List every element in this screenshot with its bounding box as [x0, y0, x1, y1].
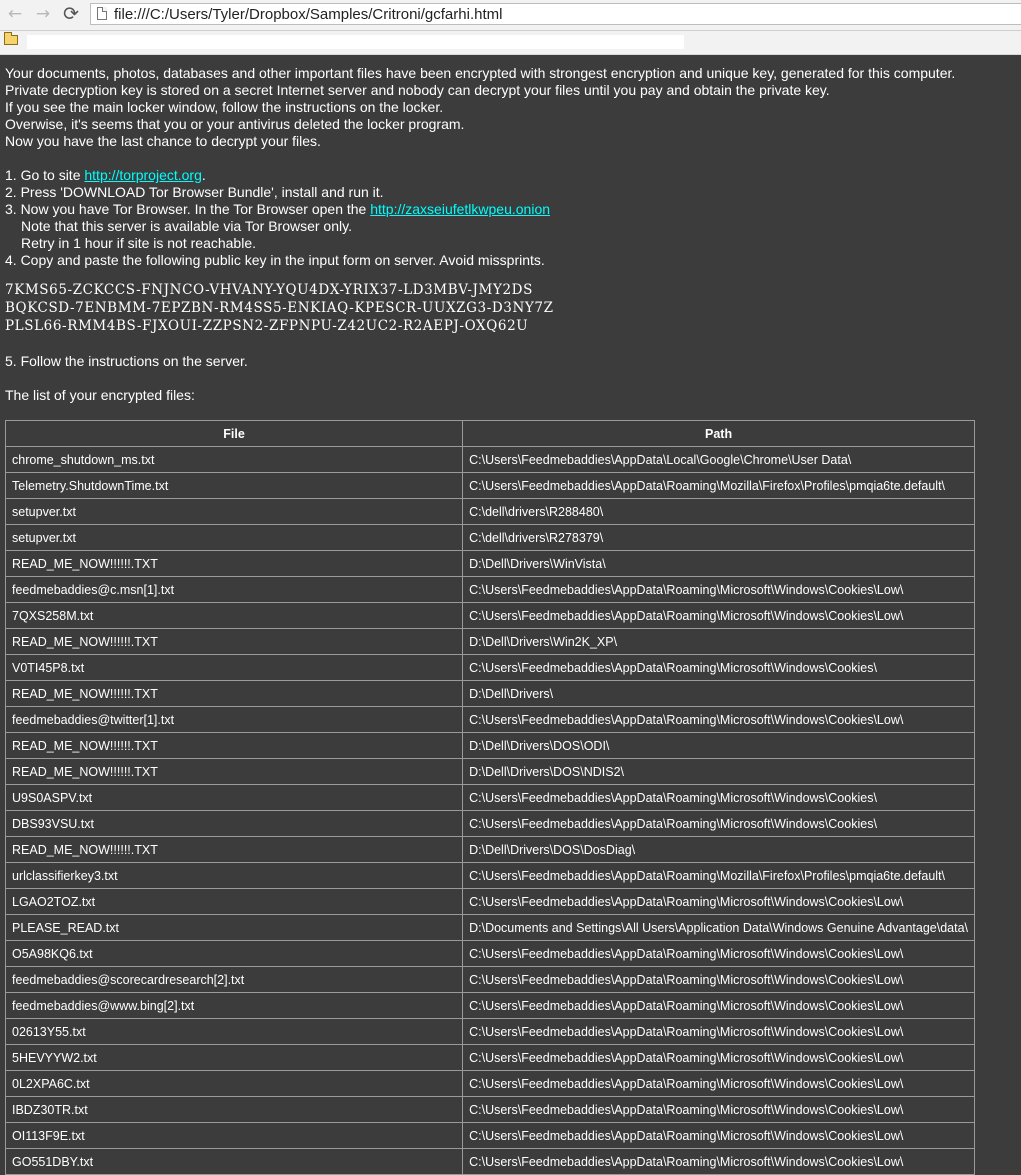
- address-bar[interactable]: [90, 3, 1021, 25]
- file-name-cell: urlclassifierkey3.txt: [6, 863, 463, 889]
- table-row: [6, 941, 975, 967]
- column-header-path: Path: [463, 421, 975, 447]
- file-path-cell: C:\Users\Feedmebaddies\AppData\Roaming\Microsoft\Windows\Cookies\Low\: [463, 1097, 975, 1123]
- onion-link[interactable]: http://zaxseiufetlkwpeu.onion: [370, 201, 551, 217]
- file-path-cell: C:\Users\Feedmebaddies\AppData\Roaming\Microsoft\Windows\Cookies\Low\: [463, 941, 975, 967]
- file-name-cell: 02613Y55.txt: [6, 1019, 463, 1045]
- file-name-cell: feedmebaddies@twitter[1].txt: [6, 707, 463, 733]
- file-path-cell: D:\Documents and Settings\All Users\Application Data\Windows Genuine Advantage\data\: [463, 915, 975, 941]
- file-path-cell: C:\Users\Feedmebaddies\AppData\Roaming\Microsoft\Windows\Cookies\Low\: [463, 889, 975, 915]
- step-4: 4. Copy and paste the following public key in the input form on server. Avoid missprints.: [5, 252, 545, 268]
- bookmarks-bar: [0, 31, 1021, 55]
- file-path-cell: D:\Dell\Drivers\DOS\NDIS2\: [463, 759, 975, 785]
- file-name-cell: setupver.txt: [6, 525, 463, 551]
- key-line: PLSL66-RMM4BS-FJXOUI-ZZPSN2-ZFPNPU-Z42UC2-R2AEPJ-OXQ62U: [5, 318, 529, 334]
- file-path-cell: C:\Users\Feedmebaddies\AppData\Roaming\Microsoft\Windows\Cookies\Low\: [463, 603, 975, 629]
- table-row: [6, 473, 975, 499]
- table-row: [6, 863, 975, 889]
- step-1: 1. Go to site http://torproject.org.: [5, 167, 206, 183]
- step-3-note: Retry in 1 hour if site is not reachable.: [21, 235, 257, 251]
- intro-line: Overwise, it's seems that you or your antivirus deleted the locker program.: [5, 116, 465, 132]
- url-text[interactable]: file:///C:/Users/Tyler/Dropbox/Samples/Critroni/gcfarhi.html: [114, 6, 503, 23]
- file-name-cell: chrome_shutdown_ms.txt: [6, 447, 463, 473]
- table-row: [6, 967, 975, 993]
- file-name-cell: IBDZ30TR.txt: [6, 1097, 463, 1123]
- key-line: BQKCSD-7ENBMM-7EPZBN-RM4SS5-ENKIAQ-KPESCR-UUXZG3-D3NY7Z: [5, 300, 554, 316]
- ransom-message: [5, 65, 1015, 404]
- table-row: [6, 577, 975, 603]
- file-name-cell: LGAO2TOZ.txt: [6, 889, 463, 915]
- forward-arrow-icon[interactable]: →: [35, 4, 51, 24]
- column-header-file: File: [6, 421, 463, 447]
- table-row: [6, 707, 975, 733]
- file-path-cell: C:\dell\drivers\R288480\: [463, 499, 975, 525]
- file-path-cell: C:\Users\Feedmebaddies\AppData\Roaming\Microsoft\Windows\Cookies\Low\: [463, 1045, 975, 1071]
- reload-icon[interactable]: ⟳: [63, 3, 79, 25]
- table-row: [6, 785, 975, 811]
- file-path-cell: D:\Dell\Drivers\Win2K_XP\: [463, 629, 975, 655]
- step-2: 2. Press 'DOWNLOAD Tor Browser Bundle', install and run it.: [5, 184, 384, 200]
- table-row: [6, 499, 975, 525]
- public-key[interactable]: [5, 281, 1015, 335]
- file-path-cell: C:\Users\Feedmebaddies\AppData\Roaming\Microsoft\Windows\Cookies\Low\: [463, 967, 975, 993]
- file-path-cell: C:\Users\Feedmebaddies\AppData\Roaming\Microsoft\Windows\Cookies\Low\: [463, 1149, 975, 1175]
- file-path-cell: C:\Users\Feedmebaddies\AppData\Roaming\Microsoft\Windows\Cookies\: [463, 655, 975, 681]
- table-row: [6, 759, 975, 785]
- table-row: [6, 629, 975, 655]
- file-name-cell: V0TI45P8.txt: [6, 655, 463, 681]
- file-name-cell: OI113F9E.txt: [6, 1123, 463, 1149]
- table-row: [6, 525, 975, 551]
- table-row: [6, 837, 975, 863]
- file-name-cell: GO551DBY.txt: [6, 1149, 463, 1175]
- intro-line: If you see the main locker window, follow the instructions on the locker.: [5, 99, 444, 115]
- table-row: [6, 1045, 975, 1071]
- file-path-cell: D:\Dell\Drivers\DOS\DosDiag\: [463, 837, 975, 863]
- file-name-cell: feedmebaddies@scorecardresearch[2].txt: [6, 967, 463, 993]
- file-name-cell: READ_ME_NOW!!!!!!.TXT: [6, 759, 463, 785]
- table-row: [6, 1071, 975, 1097]
- file-path-cell: C:\Users\Feedmebaddies\AppData\Roaming\Microsoft\Windows\Cookies\: [463, 785, 975, 811]
- file-path-cell: C:\Users\Feedmebaddies\AppData\Roaming\Microsoft\Windows\Cookies\Low\: [463, 1019, 975, 1045]
- table-row: [6, 1149, 975, 1175]
- file-name-cell: READ_ME_NOW!!!!!!.TXT: [6, 733, 463, 759]
- step-5: 5. Follow the instructions on the server.: [5, 353, 248, 369]
- table-header-row: [6, 421, 975, 447]
- file-path-cell: C:\Users\Feedmebaddies\AppData\Roaming\Microsoft\Windows\Cookies\Low\: [463, 993, 975, 1019]
- table-row: [6, 603, 975, 629]
- browser-toolbar: [0, 0, 1021, 31]
- encrypted-files-table: [5, 420, 975, 1175]
- file-path-cell: C:\Users\Feedmebaddies\AppData\Roaming\Microsoft\Windows\Cookies\Low\: [463, 1123, 975, 1149]
- torproject-link[interactable]: http://torproject.org: [84, 167, 202, 183]
- file-name-cell: O5A98KQ6.txt: [6, 941, 463, 967]
- table-row: [6, 1097, 975, 1123]
- page-icon: [97, 7, 107, 20]
- file-path-cell: C:\Users\Feedmebaddies\AppData\Roaming\Mozilla\Firefox\Profiles\pmqia6te.default\: [463, 473, 975, 499]
- file-path-cell: C:\dell\drivers\R278379\: [463, 525, 975, 551]
- file-name-cell: setupver.txt: [6, 499, 463, 525]
- file-name-cell: READ_ME_NOW!!!!!!.TXT: [6, 681, 463, 707]
- file-name-cell: PLEASE_READ.txt: [6, 915, 463, 941]
- intro-line: Now you have the last chance to decrypt your files.: [5, 133, 321, 149]
- file-name-cell: feedmebaddies@c.msn[1].txt: [6, 577, 463, 603]
- table-row: [6, 447, 975, 473]
- file-path-cell: D:\Dell\Drivers\WinVista\: [463, 551, 975, 577]
- file-name-cell: feedmebaddies@www.bing[2].txt: [6, 993, 463, 1019]
- file-path-cell: C:\Users\Feedmebaddies\AppData\Local\Google\Chrome\User Data\: [463, 447, 975, 473]
- file-name-cell: U9S0ASPV.txt: [6, 785, 463, 811]
- folder-icon[interactable]: [4, 35, 18, 45]
- file-name-cell: Telemetry.ShutdownTime.txt: [6, 473, 463, 499]
- file-name-cell: READ_ME_NOW!!!!!!.TXT: [6, 629, 463, 655]
- step-3: 3. Now you have Tor Browser. In the Tor Browser open the http://zaxseiufetlkwpeu.onion: [5, 201, 551, 217]
- file-name-cell: 5HEVYYW2.txt: [6, 1045, 463, 1071]
- intro-line: Private decryption key is stored on a secret Internet server and nobody can decrypt your files until you pay and obtain the private key.: [5, 82, 830, 98]
- file-path-cell: C:\Users\Feedmebaddies\AppData\Roaming\Microsoft\Windows\Cookies\: [463, 811, 975, 837]
- file-path-cell: C:\Users\Feedmebaddies\AppData\Roaming\Microsoft\Windows\Cookies\Low\: [463, 707, 975, 733]
- intro-line: Your documents, photos, databases and other important files have been encrypted with strongest encryption and unique key, generated for this computer.: [5, 65, 956, 81]
- file-name-cell: 7QXS258M.txt: [6, 603, 463, 629]
- file-path-cell: D:\Dell\Drivers\DOS\ODI\: [463, 733, 975, 759]
- key-line: 7KMS65-ZCKCCS-FNJNCO-VHVANY-YQU4DX-YRIX37-LD3MBV-JMY2DS: [5, 282, 533, 298]
- file-path-cell: C:\Users\Feedmebaddies\AppData\Roaming\Microsoft\Windows\Cookies\Low\: [463, 577, 975, 603]
- table-row: [6, 551, 975, 577]
- table-row: [6, 733, 975, 759]
- back-arrow-icon[interactable]: ←: [7, 4, 23, 24]
- table-row: [6, 1019, 975, 1045]
- file-path-cell: C:\Users\Feedmebaddies\AppData\Roaming\Microsoft\Windows\Cookies\Low\: [463, 1071, 975, 1097]
- step-3-note: Note that this server is available via Tor Browser only.: [21, 218, 352, 234]
- table-row: [6, 915, 975, 941]
- table-row: [6, 681, 975, 707]
- table-row: [6, 811, 975, 837]
- file-list-heading: The list of your encrypted files:: [5, 387, 195, 403]
- file-name-cell: READ_ME_NOW!!!!!!.TXT: [6, 551, 463, 577]
- file-name-cell: DBS93VSU.txt: [6, 811, 463, 837]
- file-name-cell: 0L2XPA6C.txt: [6, 1071, 463, 1097]
- table-row: [6, 889, 975, 915]
- file-path-cell: D:\Dell\Drivers\: [463, 681, 975, 707]
- redacted-bookmarks: [27, 35, 684, 49]
- file-name-cell: READ_ME_NOW!!!!!!.TXT: [6, 837, 463, 863]
- file-path-cell: C:\Users\Feedmebaddies\AppData\Roaming\Mozilla\Firefox\Profiles\pmqia6te.default\: [463, 863, 975, 889]
- table-row: [6, 655, 975, 681]
- table-row: [6, 1123, 975, 1149]
- table-row: [6, 993, 975, 1019]
